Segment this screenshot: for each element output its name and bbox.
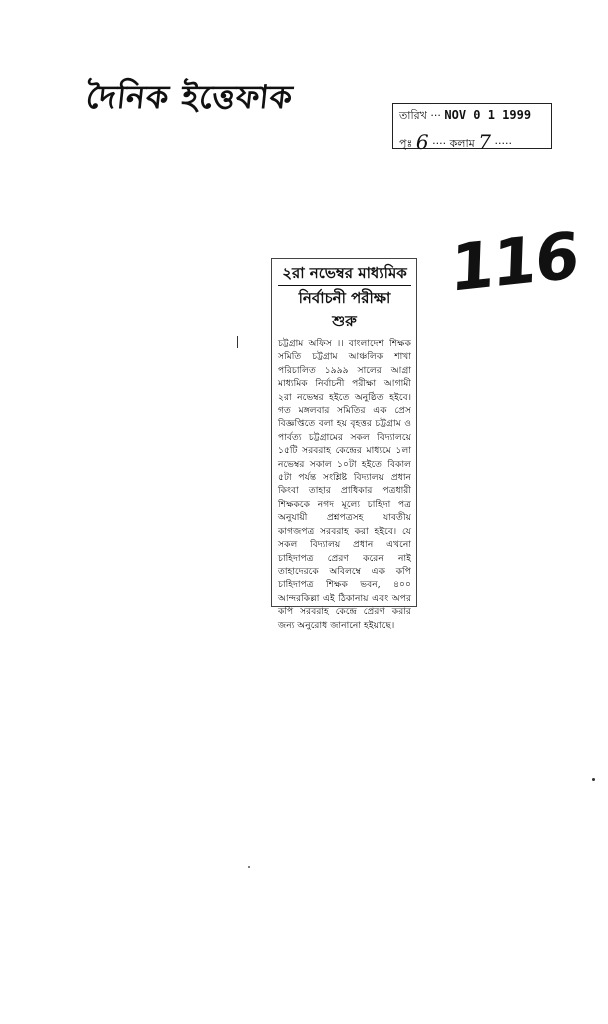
article-subhead: শুরু: [332, 312, 357, 330]
stamp-column-value: 7: [478, 130, 491, 154]
newspaper-masthead: দৈনিক ইত্তেফাক: [84, 78, 296, 116]
stamp-page-label: পৃঃ: [399, 137, 413, 150]
speck-mark: [248, 866, 250, 868]
newspaper-clipping: [271, 258, 417, 631]
stamp-date-value: NOV 0 1 1999: [444, 108, 532, 122]
stamp-column-label: কলাম: [449, 137, 475, 150]
stamp-page-row: পৃঃ 6 ···· কলাম 7 ·····: [399, 130, 512, 154]
article-body: চট্টগ্রাম অফিস ।। বাংলাদেশ শিক্ষক সমিতি চট্টগ্রাম আঞ্চলিক শাখা পরিচালিত ১৯৯৯ সালের আগ্রা মাধ্যমিক নির্বাচনী পরীক্ষা আগামী ২রা নভেম্বর হইতে অনুষ্ঠিত হইবে। গত মঙ্গলবার সমিতির এক প্রেস বিজ্ঞপ্তিতে বলা হয় বৃহত্তর চট্টগ্রাম ও পার্বত্য চট্টগ্রামের সকল বিদ্যালয়ে ১৫টি সরবরাহ কেন্দ্রের মাধ্যমে ১লা নভেম্বর সকাল ১০টা হইতে বিকাল ৫টা পর্যন্ত সংশ্লিষ্ট বিদ্যালয় প্রধান কিংবা তাহার প্রাধিকার পত্রধারী শিক্ষককে নগদ মূল্যে চাহিদা পত্র অনুযায়ী প্রশ্নপত্রসহ যাবতীয় কাগজপত্র সরবরাহ করা হইবে। যে সকল বিদ্যালয় প্রধান এখনো চাহিদাপত্র প্রেরণ করেন নাই তাহাদেরকে অবিলম্বে এক কপি চাহিদাপত্র শিক্ষক ভবন, ৪০০ আন্দরকিল্লা এই ঠিকানায় এবং অপর কপি সরবরাহ কেন্দ্রে প্রেরণ করার জন্য অনুরোধ জানানো হইয়াছে।: [278, 338, 411, 631]
stamp-date-row: তারিখ ··· NOV 0 1 1999: [399, 108, 532, 122]
margin-mark: [237, 336, 238, 348]
speck-mark: [592, 778, 595, 781]
stamp-date-label: তারিখ: [399, 109, 427, 122]
headline-line-2: নির্বাচনী পরীক্ষা: [298, 289, 391, 307]
stamp-page-value: 6: [415, 130, 429, 154]
handwritten-page-number: 116: [449, 218, 579, 308]
archive-stamp: [392, 103, 552, 154]
article-headline: [278, 263, 411, 308]
headline-line-1: ২রা নভেম্বর মাধ্যমিক: [278, 263, 411, 286]
